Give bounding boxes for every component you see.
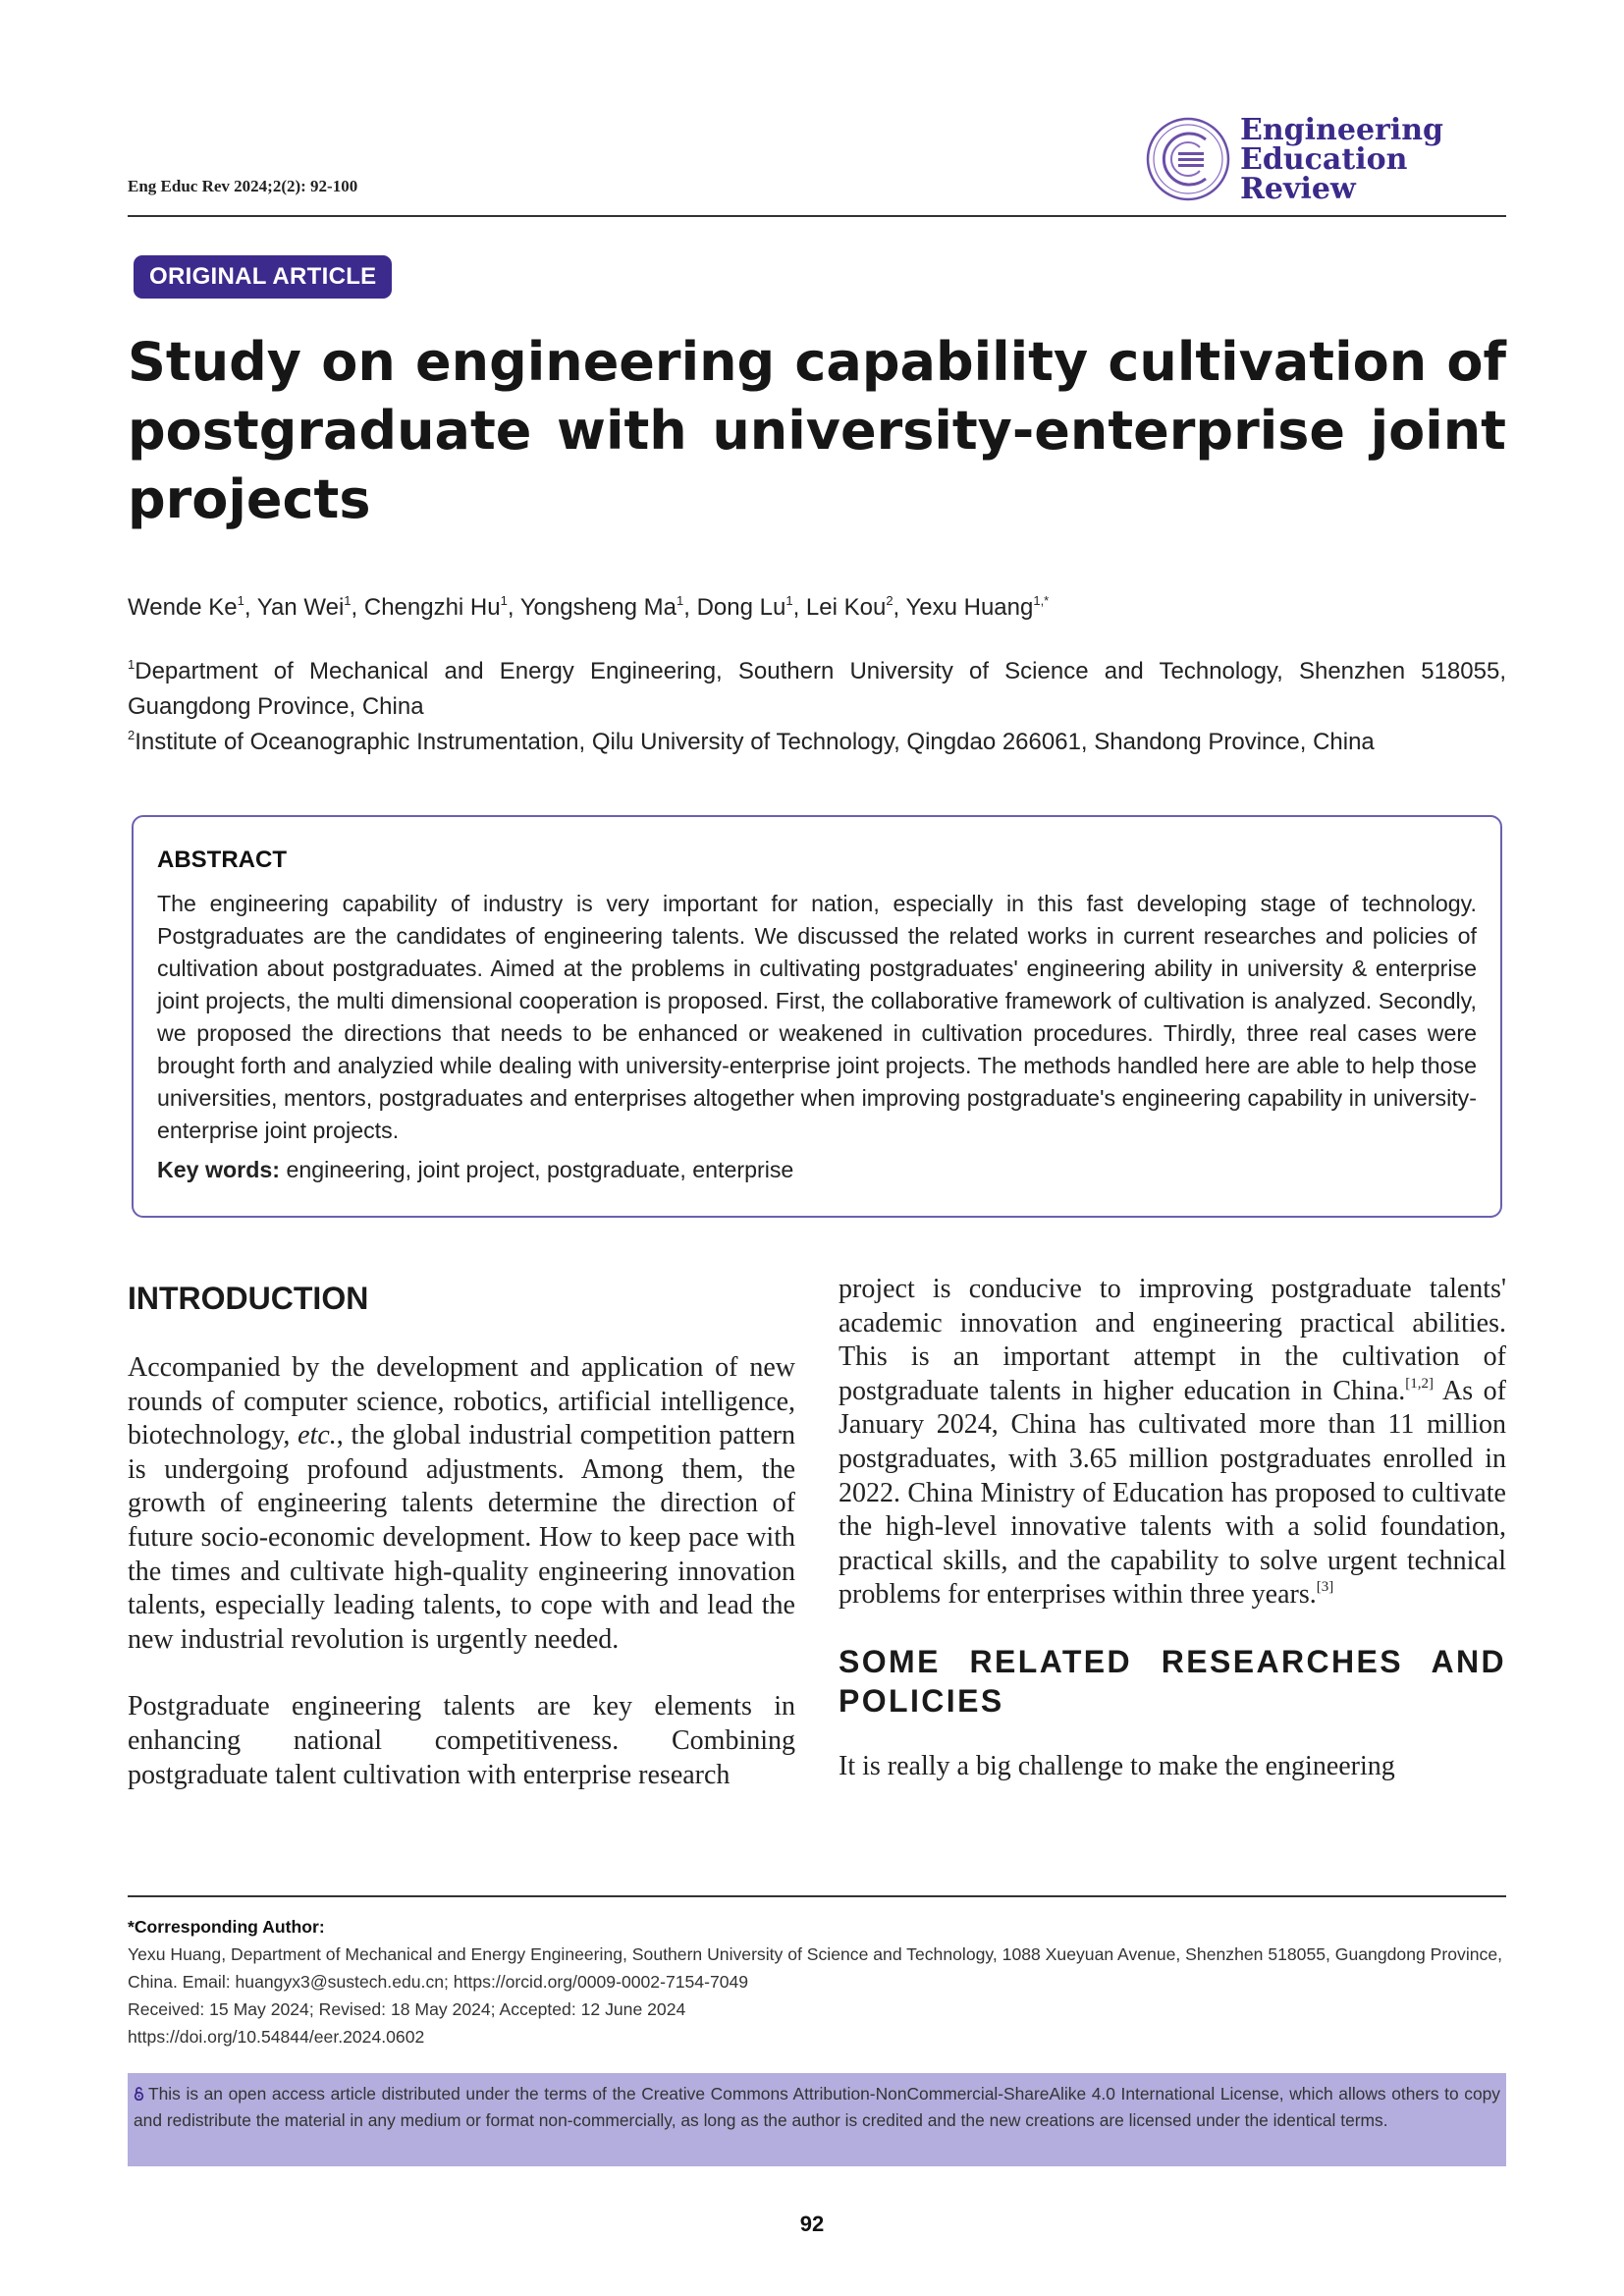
abstract-box <box>132 815 1502 1218</box>
section-heading-related-researches: SOME RELATED RESEARCHES AND POLICIES <box>839 1643 1506 1719</box>
license-text: This is an open access article distributed under the terms of the Creative Commons Attribution-NonCommercial-ShareAlike 4.0 International License, which allows others to copy and redistribute the material in any medium or format non-commercially, as long as the author is credited and the new creations are licensed under the identical terms. <box>134 2084 1500 2130</box>
citation-ref[interactable]: [3] <box>1316 1579 1334 1596</box>
corresponding-author-heading: *Corresponding Author: <box>128 1917 325 1937</box>
intro-paragraph-2-continued: project is conducive to improving postgraduate talents' academic innovation and engineering practical abilities. This is an important attempt in the cultivation of postgraduate talents in higher education in China.[1,2] As of January 2024, China has cultivated more than 11 million postgraduates, with 3.65 million postgraduates enrolled in 2022. China Ministry of Education has proposed to cultivate the high-level innovative talents with a solid foundation, practical skills, and the capability to solve urgent technical problems for enterprises within three years.[3] <box>839 1274 1506 1611</box>
journal-logo-text <box>1240 113 1444 206</box>
logo-line-3: Review <box>1240 172 1356 206</box>
header-divider <box>128 215 1506 217</box>
abstract-heading: ABSTRACT <box>157 847 287 873</box>
page-number: 92 <box>799 2212 825 2236</box>
license-notice <box>128 2073 1506 2166</box>
author-list <box>128 594 1049 622</box>
journal-emblem-icon <box>1145 116 1231 202</box>
corresponding-author-address: Yexu Huang, Department of Mechanical and Energy Engineering, Southern University of Science and Technology, 1088 Xueyuan Avenue, Shenzhen 518055, Guangdong Province, China. Email: huangyx3@sustech.edu.cn; https://orcid.org/0009-0002-7154-7049 <box>128 1944 1502 1992</box>
author: Dong Lu$^1$, <box>696 593 806 621</box>
citation-ref[interactable]: [1,2] <box>1405 1375 1434 1392</box>
logo-line-2: Education <box>1240 142 1408 177</box>
author: Yan Wei$^1$, <box>256 593 364 621</box>
doi-link[interactable]: https://doi.org/10.54844/eer.2024.0602 <box>128 2027 425 2047</box>
related-paragraph-1: It is really a big challenge to make the engineering <box>839 1750 1395 1781</box>
affiliation-2: $^2$Institute of Oceanographic Instrumentation, Qilu University of Technology, Qingdao 266061, Shandong Province, China <box>128 728 1375 755</box>
article-title: Study on engineering capability cultivation of postgraduate with university-enterprise joint projects <box>128 331 1506 530</box>
affiliation-list <box>128 654 1506 760</box>
logo-line-1: Engineering <box>1240 113 1444 147</box>
author: Yongsheng Ma$^1$, <box>519 593 697 621</box>
article-dates: Received: 15 May 2024; Revised: 18 May 2024; Accepted: 12 June 2024 <box>128 1999 686 2019</box>
intro-paragraph-2: Postgraduate engineering talents are key elements in enhancing national competitiveness. Combining postgraduate talent cultivation with enterprise research <box>128 1691 795 1790</box>
open-access-icon <box>134 2087 144 2101</box>
intro-paragraph-1: Accompanied by the development and application of new rounds of computer science, robotics, artificial intelligence, biotechnology, etc., the global industrial competition pattern is undergoing profound adjustments. Among them, the growth of engineering talents determine the direction of future socio-economic development. How to keep pace with the times and cultivate high-quality engineering innovation talents, especially leading talents, to cope with and lead the new industrial revolution is urgently needed. <box>128 1352 796 1655</box>
body-column-right <box>839 1273 1506 1784</box>
article-type-badge: ORIGINAL ARTICLE <box>134 255 392 299</box>
footnote-divider <box>128 1895 1506 1897</box>
keywords-label: Key words: <box>157 1157 280 1182</box>
author: Wende Ke$^1$, <box>128 593 257 621</box>
section-heading-introduction: INTRODUCTION <box>128 1281 369 1316</box>
author: Yexu Huang$^{1,*}$ <box>905 593 1050 621</box>
journal-citation: Eng Educ Rev 2024;2(2): 92-100 <box>128 177 358 195</box>
corresponding-author-note <box>128 1913 1506 2050</box>
author: Chengzhi Hu$^1$, <box>363 593 520 621</box>
journal-logo <box>1145 110 1508 204</box>
affiliation-1: $^1$Department of Mechanical and Energy Engineering, Southern University of Science and Technology, Shenzhen 518055, Guangdong Province, China <box>128 657 1506 720</box>
author: Lei Kou$^2$, <box>805 593 906 621</box>
keywords <box>157 1157 1477 1183</box>
keywords-value: engineering, joint project, postgraduate, enterprise <box>286 1157 794 1182</box>
abstract-text: The engineering capability of industry is very important for nation, especially in this fast developing stage of technology. Postgraduates are the candidates of engineering talents. We discussed the related works in current researches and policies of cultivation about postgraduates. Aimed at the problems in cultivating postgraduates' engineering ability in university & enterprise joint projects, the multi dimensional cooperation is proposed. First, the collaborative framework of cultivation is analyzed. Secondly, we proposed the directions that needs to be enhanced or weakened in cultivation procedures. Thirdly, three real cases were brought forth and analyzied while dealing with university-enterprise joint projects. The methods handled here are able to help those universities, mentors, postgraduates and enterprises altogether when improving postgraduate's engineering capability in university-enterprise joint projects. <box>157 891 1477 1143</box>
body-column-left <box>128 1273 795 1792</box>
